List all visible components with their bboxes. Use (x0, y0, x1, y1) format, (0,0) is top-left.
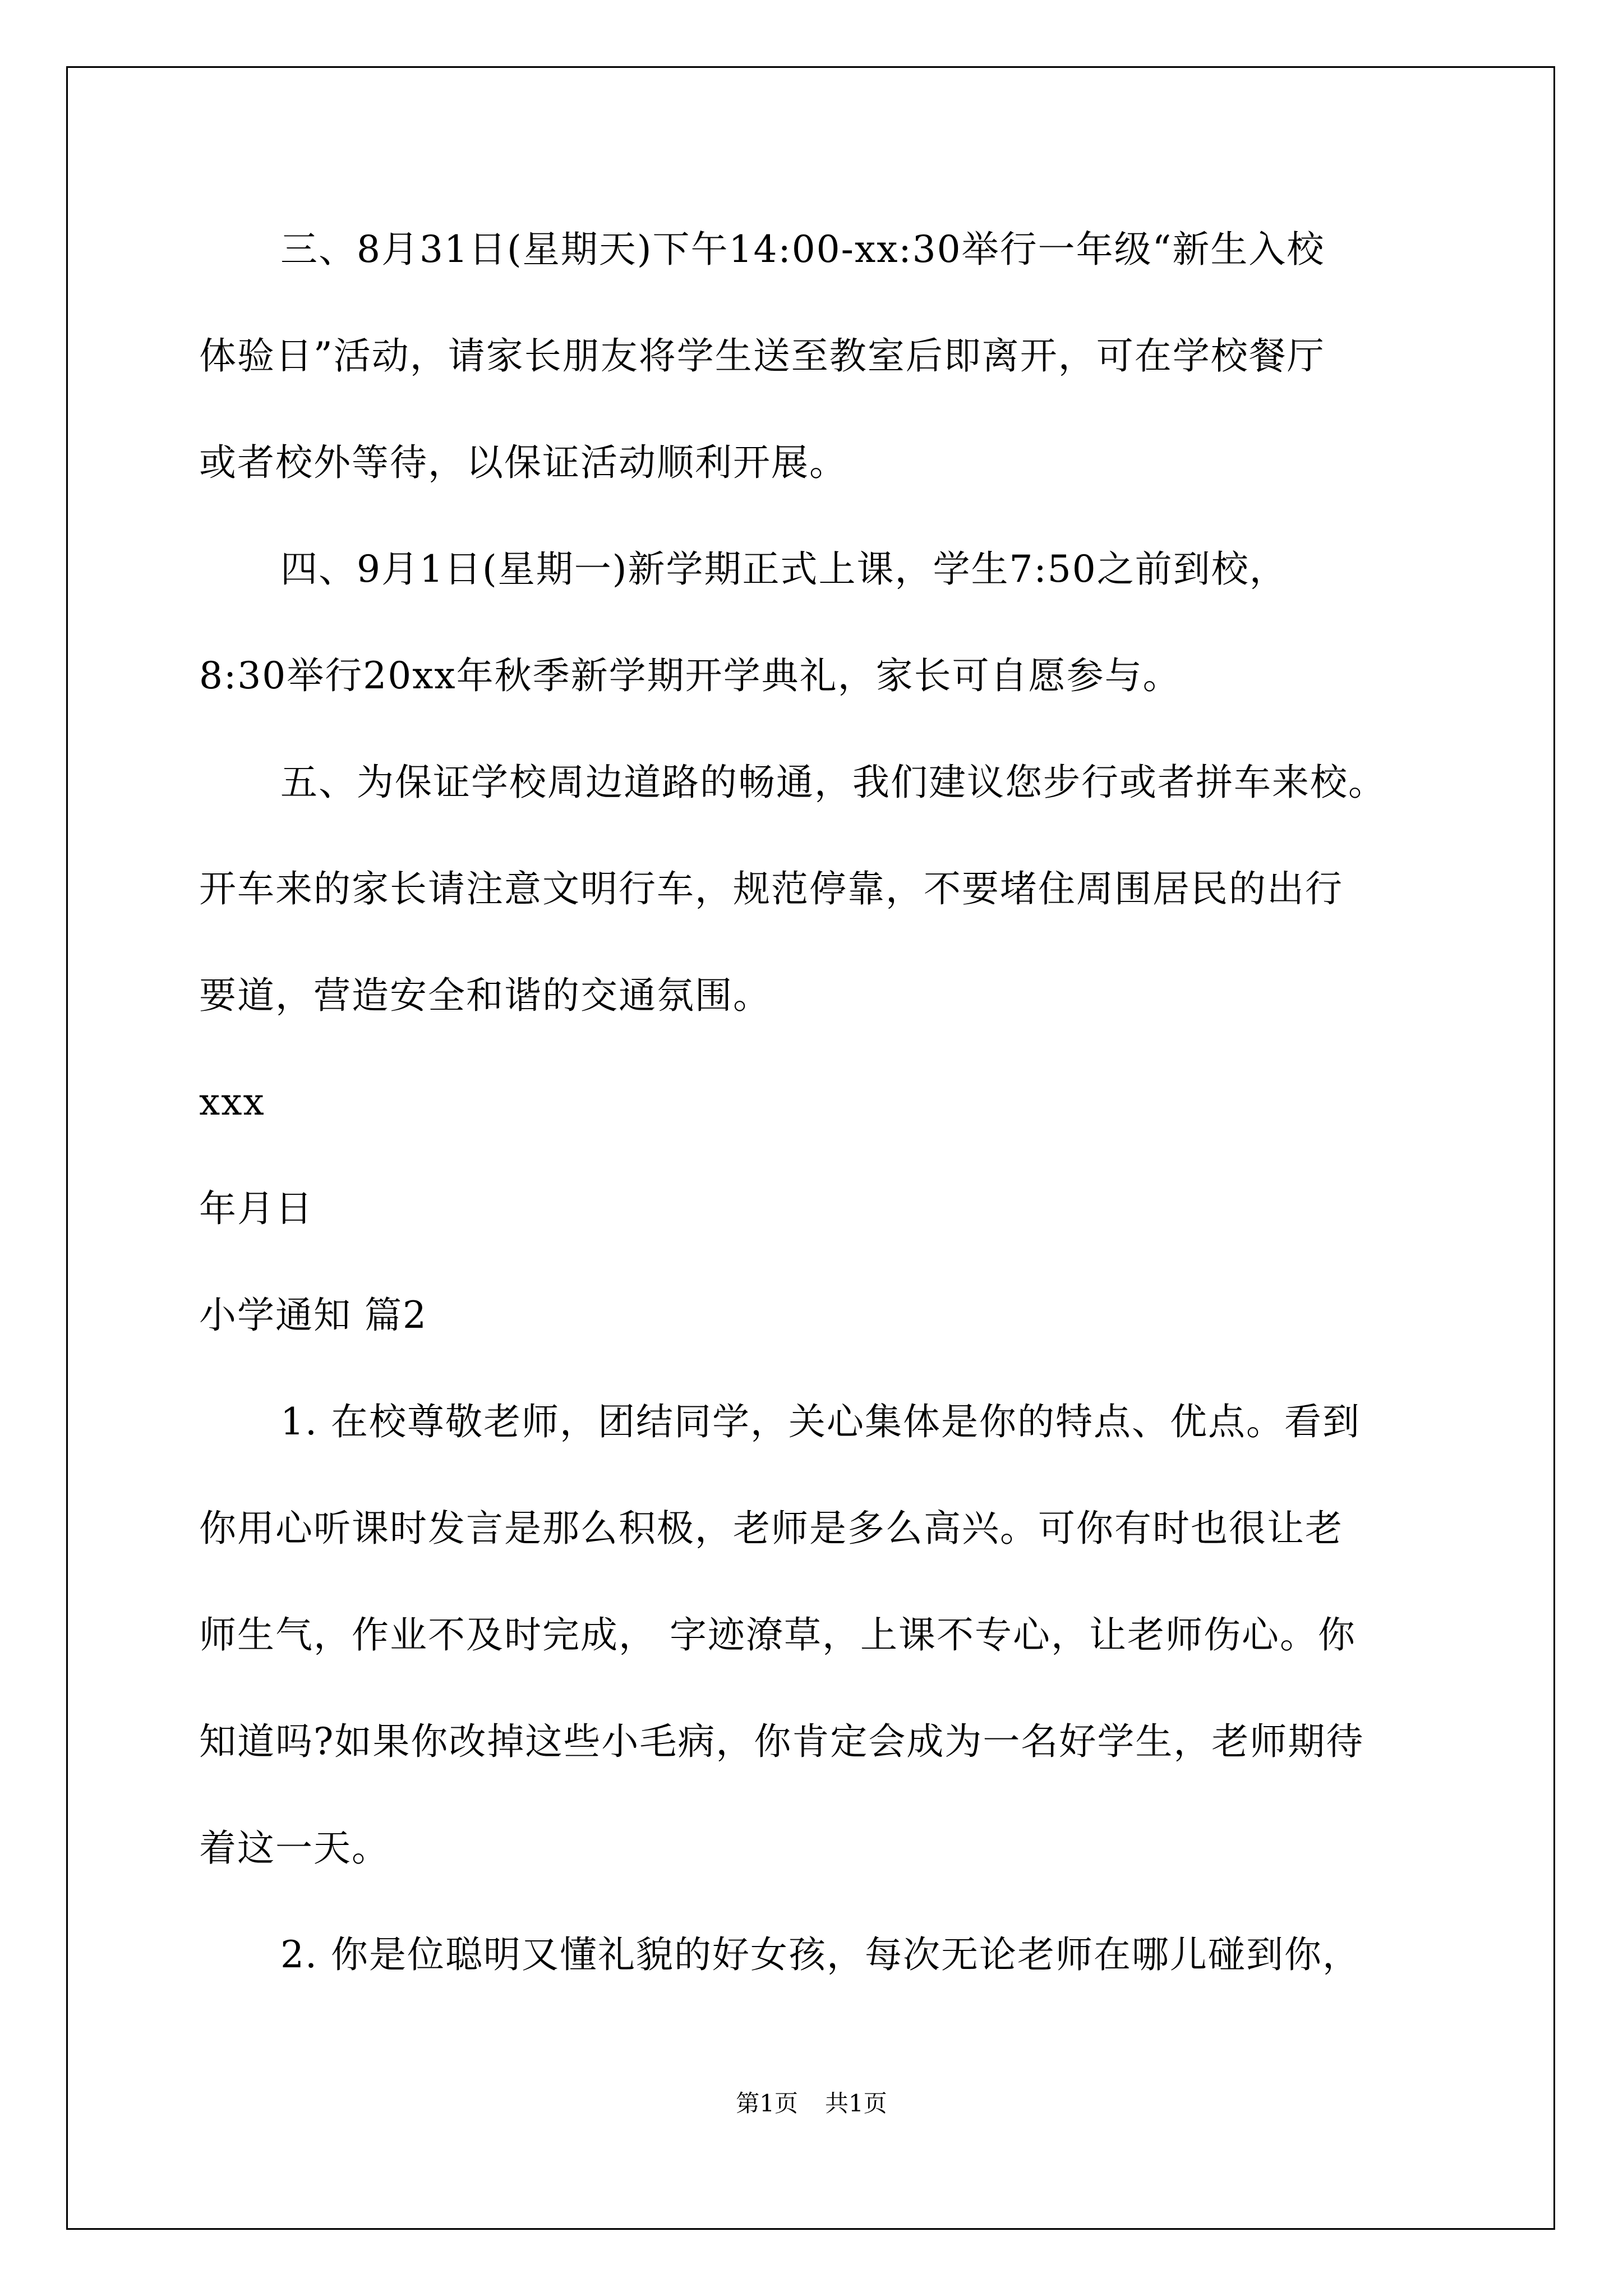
paragraph-4-line-2: 8:30举行20xx年秋季新学期开学典礼，家长可自愿参与。 (199, 654, 1181, 697)
paragraph-5-line-3: 要道，营造安全和谐的交通氛围。 (199, 974, 771, 1017)
page-total: 共1页 (825, 2090, 887, 2117)
section-heading: 小学通知 篇2 (199, 1294, 427, 1337)
signature-name: xxx (199, 1080, 265, 1124)
page-frame (66, 66, 1555, 2230)
signature-date: 年月日 (199, 1187, 313, 1230)
paragraph-4-line-1: 四、9月1日(星期一)新学期正式上课，学生7:50之前到校， (280, 547, 1288, 591)
comment-1-line-1: 1. 在校尊敬老师，团结同学，关心集体是你的特点、优点。看到 (280, 1400, 1361, 1443)
paragraph-3-line-1: 三、8月31日(星期天)下午14:00-xx:30举行一年级“新生入校 (280, 228, 1325, 271)
comment-2-line-1: 2. 你是位聪明又懂礼貌的好女孩，每次无论老师在哪儿碰到你， (280, 1933, 1361, 1976)
comment-1-line-4: 知道吗?如果你改掉这些小毛病，你肯定会成为一名好学生，老师期待 (199, 1720, 1364, 1763)
page-number: 第1页 (736, 2090, 798, 2117)
comment-1-line-5: 着这一天。 (199, 1826, 390, 1870)
paragraph-3-line-2: 体验日”活动，请家长朋友将学生送至教室后即离开，可在学校餐厅 (199, 334, 1325, 378)
paragraph-3-line-3: 或者校外等待，以保证活动顺利开展。 (199, 441, 847, 484)
comment-1-line-2: 你用心听课时发言是那么积极，老师是多么高兴。可你有时也很让老 (199, 1507, 1343, 1550)
paragraph-5-line-2: 开车来的家长请注意文明行车，规范停靠，不要堵住周围居民的出行 (199, 867, 1343, 910)
paragraph-5-line-1: 五、为保证学校周边道路的畅通，我们建议您步行或者拼车来校。 (280, 761, 1386, 804)
comment-1-line-3: 师生气，作业不及时完成， 字迹潦草，上课不专心，让老师伤心。你 (199, 1613, 1356, 1657)
page-footer (0, 2090, 1623, 2118)
